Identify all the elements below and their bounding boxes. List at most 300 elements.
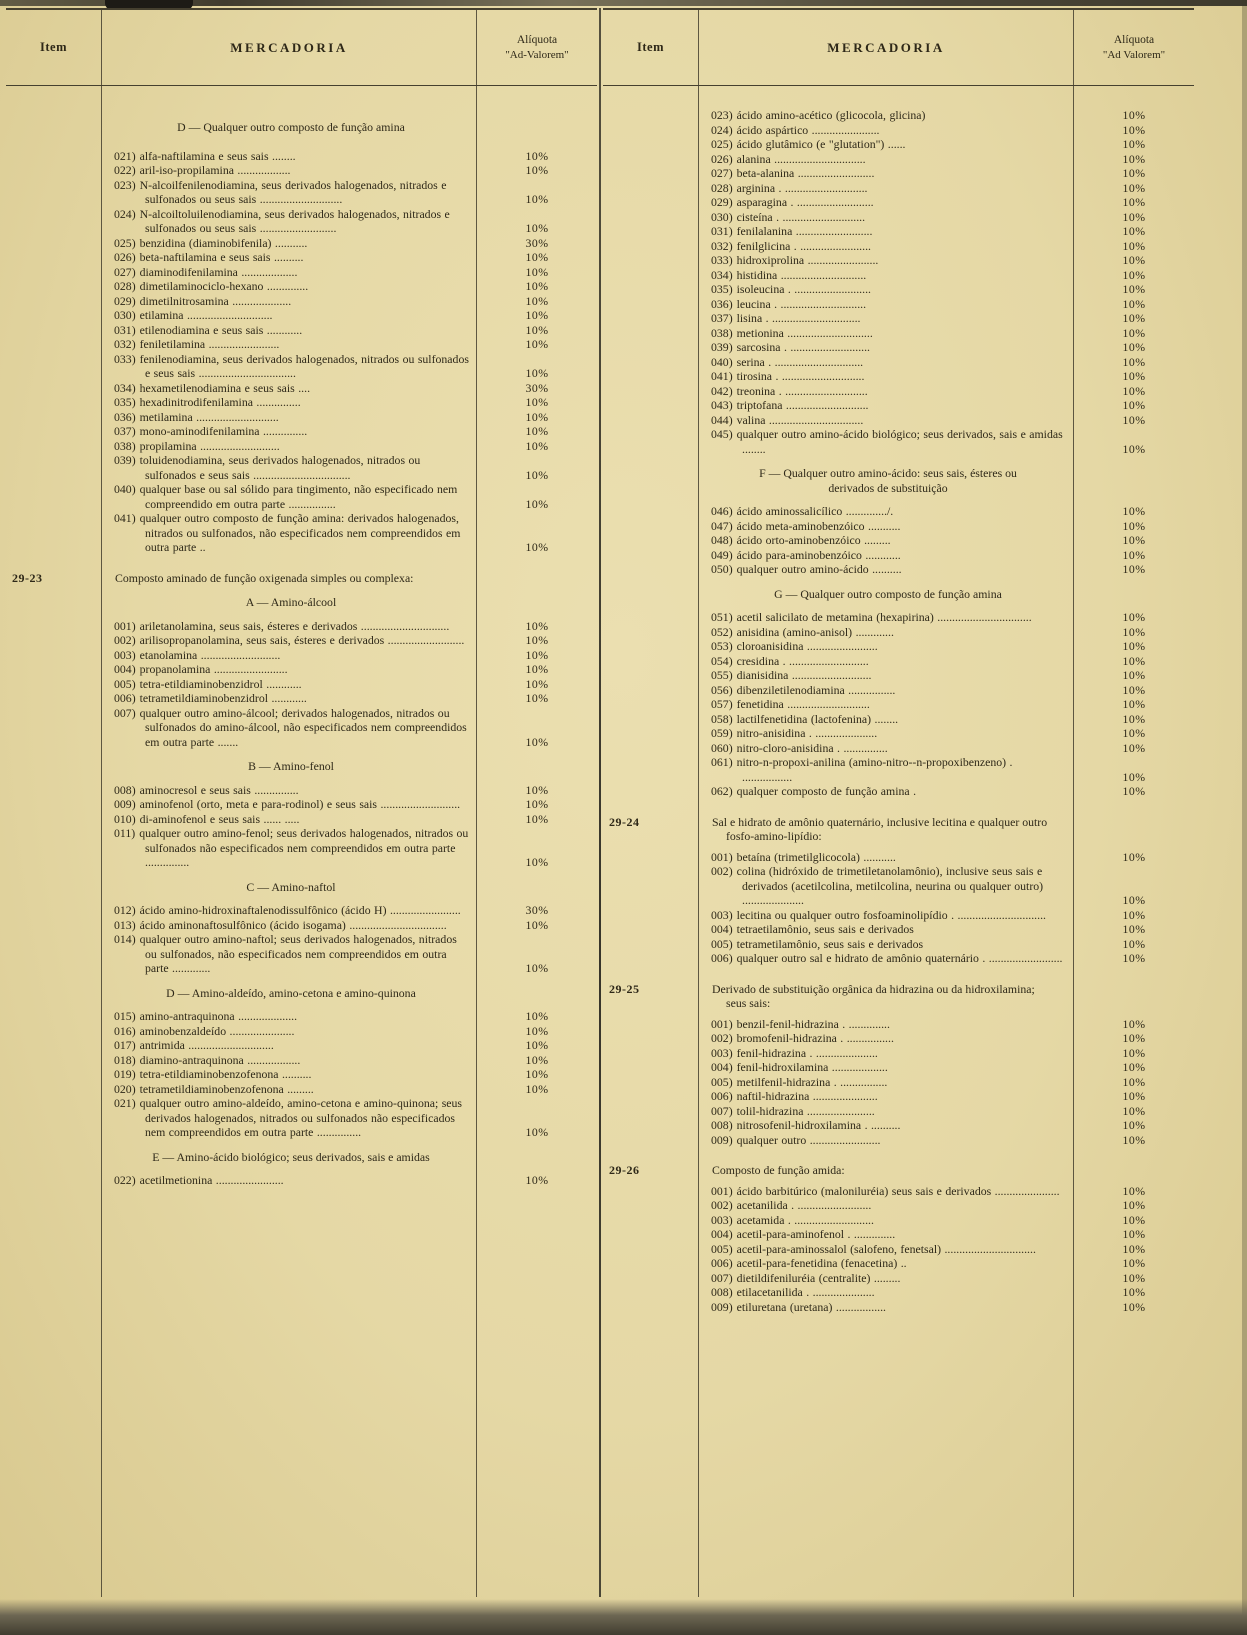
table-row-entry <box>6 677 597 692</box>
table-row-entry <box>6 236 597 251</box>
entry-text: aril-iso-propilamina .................. <box>139 163 291 177</box>
entry-number: 056) <box>711 682 733 697</box>
table-row-entry <box>6 812 597 827</box>
column-header-mercadoria: MERCADORIA <box>230 39 348 55</box>
entry-text: hidroxiprolina ........................ <box>736 253 879 267</box>
column-header-aliquota <box>1074 33 1194 63</box>
mercadoria-cell <box>698 1104 1074 1119</box>
entry-number: 035) <box>114 395 136 409</box>
entry-text: diamino-antraquinona .................. <box>139 1052 301 1067</box>
item-cell <box>6 571 101 586</box>
entry-number: 040) <box>711 354 733 369</box>
table-row-entry <box>603 340 1194 355</box>
mercadoria-cell <box>698 668 1074 683</box>
mercadoria-cell <box>101 633 477 648</box>
rate-value: 10% <box>1122 668 1146 682</box>
entry-number: 002) <box>711 864 733 878</box>
table-row-entry <box>603 355 1194 370</box>
mercadoria-cell <box>101 677 477 692</box>
table-row-entry <box>603 297 1194 312</box>
entry-number: 005) <box>711 936 733 951</box>
table-row-entry <box>603 1242 1194 1257</box>
entry-text: lactilfenetidina (lactofenina) ........ <box>736 711 899 726</box>
entry-number: 025) <box>711 137 733 151</box>
rate-value: 10% <box>1122 1103 1146 1118</box>
rate-value: 10% <box>1122 122 1146 137</box>
entry-text: treonina . ............................ <box>736 383 868 398</box>
entry-number: 031) <box>114 322 136 337</box>
table-row-entry <box>6 395 597 410</box>
table-row-entry <box>603 311 1194 326</box>
entry-number: 001) <box>711 1183 733 1198</box>
rate-value: 10% <box>1122 504 1146 518</box>
table-row-entry <box>603 224 1194 239</box>
entry-text: tolil-hidrazina ....................... <box>736 1103 875 1118</box>
table-rows-left <box>6 86 597 1188</box>
table-header-left <box>6 10 597 86</box>
entry-text: tetraetilamônio, seus sais e derivados <box>736 922 914 936</box>
rate-value: 10% <box>1122 151 1146 166</box>
rate-value: 10% <box>1122 697 1146 711</box>
entry-number: 003) <box>711 1212 733 1227</box>
rate-value: 10% <box>525 308 549 322</box>
table-row-entry <box>6 918 597 933</box>
rate-value: 10% <box>525 148 549 163</box>
mercadoria-cell <box>698 726 1074 741</box>
rate-value: 10% <box>525 163 549 177</box>
rate-value: 10% <box>1122 726 1146 740</box>
table-row-entry <box>603 864 1194 908</box>
entry-number: 045) <box>711 427 733 441</box>
subsection-heading: E — Amino-ácido biológico; seus derivados, sais e amidas <box>152 1149 430 1164</box>
entry-text: mono-aminodifenilamina ............... <box>139 424 308 438</box>
entry-text: histidina ............................. <box>736 267 867 282</box>
table-row-entry <box>603 1017 1194 1032</box>
entry-number: 014) <box>114 932 136 946</box>
table-row-entry <box>603 1285 1194 1300</box>
table-row-entry <box>6 453 597 482</box>
mercadoria-cell <box>698 326 1074 341</box>
table-row-entry <box>603 108 1194 123</box>
table-row-entry <box>6 1024 597 1039</box>
rate-value: 10% <box>525 782 549 797</box>
rate-value: 10% <box>1122 1016 1146 1031</box>
mercadoria-cell <box>101 1024 477 1039</box>
entry-text: metilfenil-hidrazina . ................ <box>736 1074 888 1089</box>
entry-number: 001) <box>711 1016 733 1031</box>
rate-value: 10% <box>1122 398 1146 412</box>
rate-value: 10% <box>525 264 549 279</box>
table-row-entry <box>603 1300 1194 1315</box>
entry-number: 006) <box>711 1089 733 1103</box>
entry-text: qualquer outro sal e hidrato de amônio quaternário . ......................... <box>736 951 1063 965</box>
rate-value: 10% <box>1122 369 1146 383</box>
rate-value: 10% <box>1122 354 1146 369</box>
entry-text: feniletilamina ........................ <box>139 337 280 351</box>
mercadoria-cell <box>698 741 1074 756</box>
table-row-entry <box>6 294 597 309</box>
mercadoria-cell <box>101 662 477 677</box>
entry-number: 003) <box>711 907 733 922</box>
scan-edge-right <box>1242 0 1247 1635</box>
entry-number: 043) <box>711 398 733 412</box>
entry-number: 040) <box>114 482 136 496</box>
item-code: 29-24 <box>609 814 640 829</box>
rate-value: 10% <box>525 1009 549 1023</box>
mercadoria-cell <box>101 880 477 895</box>
mercadoria-cell <box>101 279 477 294</box>
entry-text: etilenodiamina e seus sais ............ <box>139 322 303 337</box>
mercadoria-cell <box>698 1060 1074 1075</box>
entry-text: di-aminofenol e seus sais ...... ..... <box>139 811 300 826</box>
table-row-entry <box>6 1067 597 1082</box>
entry-number: 054) <box>711 653 733 668</box>
mercadoria-cell <box>698 1227 1074 1242</box>
mercadoria-cell <box>698 384 1074 399</box>
rate-value: 10% <box>525 917 549 932</box>
entry-number: 018) <box>114 1052 136 1067</box>
entry-number: 033) <box>114 351 136 366</box>
table-row-entry <box>603 519 1194 534</box>
rate-value: 10% <box>525 633 549 647</box>
mercadoria-cell <box>698 268 1074 283</box>
mercadoria-cell <box>698 137 1074 152</box>
mercadoria-cell <box>101 932 477 976</box>
mercadoria-cell <box>698 1017 1074 1032</box>
mercadoria-cell <box>698 815 1074 844</box>
entry-number: 021) <box>114 148 136 163</box>
entry-number: 028) <box>114 279 136 293</box>
rate-value: 10% <box>1122 1183 1146 1198</box>
item-code: 29-25 <box>609 981 640 996</box>
mercadoria-cell <box>698 982 1074 1011</box>
rate-value: 10% <box>1122 224 1146 238</box>
table-row-entry <box>603 1271 1194 1286</box>
table-half-right <box>603 8 1194 1597</box>
table-row-entry <box>603 1133 1194 1148</box>
subsection-heading: D — Amino-aldeído, amino-cetona e amino-quinona <box>166 985 416 1000</box>
mercadoria-cell <box>698 1118 1074 1133</box>
entry-text: fenil-hidrazina . ..................... <box>736 1045 878 1060</box>
rate-value: 10% <box>1122 166 1146 180</box>
mercadoria-cell <box>101 1082 477 1097</box>
table-row-entry <box>6 163 597 178</box>
mercadoria-cell <box>101 986 477 1001</box>
entry-number: 022) <box>114 163 136 177</box>
scan-edge-bottom <box>0 1599 1247 1635</box>
entry-text: alanina ............................... <box>736 151 866 166</box>
entry-text: fenetidina ............................ <box>736 697 870 711</box>
mercadoria-cell <box>698 755 1074 784</box>
mercadoria-cell <box>698 697 1074 712</box>
entry-number: 008) <box>114 782 136 797</box>
table-row-entry <box>603 1256 1194 1271</box>
entry-text: qualquer outro ........................ <box>736 1132 881 1147</box>
rate-value: 10% <box>525 395 549 409</box>
table-half-left <box>6 8 597 1597</box>
table-row-entry <box>6 308 597 323</box>
mercadoria-cell <box>698 1256 1074 1271</box>
mercadoria-cell <box>698 922 1074 937</box>
table-row-entry <box>6 706 597 750</box>
entry-number: 032) <box>114 337 136 351</box>
item-code: 29-26 <box>609 1163 640 1177</box>
entry-number: 007) <box>711 1270 733 1285</box>
entry-number: 049) <box>711 547 733 562</box>
entry-number: 062) <box>711 784 733 798</box>
rate-value: 10% <box>525 961 549 975</box>
entry-text: benzidina (diaminobifenila) ........... <box>139 235 308 250</box>
mercadoria-cell <box>698 297 1074 312</box>
entry-number: 042) <box>711 383 733 398</box>
entry-number: 053) <box>711 639 733 653</box>
entry-text: toluidenodiamina, seus derivados halogenados, nitrados ou sulfonados e seus sais ................................. <box>139 453 421 482</box>
table-row-entry <box>603 784 1194 799</box>
entry-number: 046) <box>711 504 733 518</box>
mercadoria-cell <box>101 648 477 663</box>
rate-value: 10% <box>525 438 549 453</box>
rate-value: 10% <box>1122 533 1146 547</box>
mercadoria-cell <box>698 951 1074 966</box>
mercadoria-cell <box>101 178 477 207</box>
table-row-entry <box>603 908 1194 923</box>
entry-text: etiluretana (uretana) ................. <box>736 1299 887 1314</box>
mercadoria-cell <box>101 236 477 251</box>
entry-number: 003) <box>711 1045 733 1060</box>
entry-number: 002) <box>114 633 136 647</box>
entry-text: beta-alanina .......................... <box>736 166 875 180</box>
entry-number: 024) <box>711 122 733 137</box>
entry-text: tetrametildiaminobenzofenona ......... <box>139 1081 314 1096</box>
rate-value: 10% <box>1122 412 1146 427</box>
rate-value: 10% <box>525 855 549 869</box>
entry-number: 021) <box>114 1096 136 1110</box>
entry-text: N-alcoilfenilenodiamina, seus derivados halogenados, nitrados e sulfonados ou seus sais ............................ <box>139 177 447 206</box>
entry-number: 060) <box>711 740 733 755</box>
entry-text: hexadinitrodifenilamina ............... <box>139 395 301 409</box>
table-row-entry <box>603 195 1194 210</box>
table-row-entry <box>603 137 1194 152</box>
entry-text: tetrametilamônio, seus sais e derivados <box>736 936 924 951</box>
rate-value: 10% <box>1122 325 1146 340</box>
entry-number: 034) <box>114 380 136 395</box>
rate-value: 10% <box>1122 547 1146 562</box>
entry-text: qualquer base ou sal sólido para tingimento, não especificado nem compreendido em outra parte ................ <box>139 482 458 511</box>
mercadoria-cell <box>101 120 477 135</box>
entry-text: ariletanolamina, seus sais, ésteres e derivados .............................. <box>139 618 450 633</box>
group-description: Composto de função amida: <box>712 1163 845 1177</box>
entry-number: 024) <box>114 206 136 221</box>
mercadoria-cell <box>101 381 477 396</box>
rate-value: 30% <box>525 903 549 917</box>
mercadoria-cell <box>698 784 1074 799</box>
entry-text: dimetilaminociclo-hexano .............. <box>139 279 309 293</box>
table-row-entry <box>603 1046 1194 1061</box>
mercadoria-cell <box>101 395 477 410</box>
table-row-entry <box>603 1089 1194 1104</box>
entry-number: 044) <box>711 412 733 427</box>
rate-value: 10% <box>1122 137 1146 151</box>
mercadoria-cell <box>101 207 477 236</box>
mercadoria-cell <box>698 340 1074 355</box>
entry-text: ácido meta-aminobenzóico ........... <box>736 518 901 533</box>
entry-text: valina ................................ <box>736 412 864 427</box>
entry-number: 003) <box>114 647 136 662</box>
section-heading-row <box>6 120 597 135</box>
entry-text: ácido glutâmico (e "glutation") ...... <box>736 137 906 151</box>
mercadoria-cell <box>101 352 477 381</box>
table-header-right <box>603 10 1194 86</box>
mercadoria-cell <box>698 1031 1074 1046</box>
rate-value: 10% <box>1122 1198 1146 1212</box>
entry-number: 038) <box>711 325 733 340</box>
column-header-item: Item <box>637 40 664 54</box>
entry-number: 039) <box>114 453 136 467</box>
entry-text: metilamina ............................ <box>139 409 279 424</box>
table-row-entry <box>603 850 1194 865</box>
table-row-entry <box>603 639 1194 654</box>
entry-number: 059) <box>711 726 733 740</box>
mercadoria-cell <box>698 519 1074 534</box>
group-description: Derivado de substituição orgânica da hidrazina ou da hidroxilamina; seus sais: <box>712 981 1035 1010</box>
mercadoria-cell <box>698 152 1074 167</box>
entry-text: nitrosofenil-hidroxilamina . .......... <box>736 1118 901 1132</box>
mercadoria-cell <box>101 1067 477 1082</box>
entry-number: 026) <box>711 151 733 166</box>
table-row-entry <box>603 282 1194 297</box>
rate-value: 10% <box>1122 907 1146 922</box>
table-row-entry <box>603 712 1194 727</box>
table-row-entry <box>6 633 597 648</box>
entry-number: 026) <box>114 250 136 264</box>
rate-value: 10% <box>1122 610 1146 624</box>
mercadoria-cell <box>698 639 1074 654</box>
mercadoria-cell <box>101 424 477 439</box>
entry-number: 011) <box>114 826 136 840</box>
rate-value: 10% <box>1122 195 1146 209</box>
entry-text: qualquer outro amino-ácido .......... <box>736 562 902 576</box>
entry-number: 006) <box>114 691 136 705</box>
entry-text: nitro-anisidina . ..................... <box>736 726 878 740</box>
rate-value: 10% <box>1122 1031 1146 1045</box>
item-group-row <box>603 982 1194 1011</box>
table-row-entry <box>603 253 1194 268</box>
mercadoria-cell <box>698 683 1074 698</box>
table-row-entry <box>603 427 1194 456</box>
table-row-entry <box>603 533 1194 548</box>
table-row-entry <box>603 922 1194 937</box>
rate-value: 10% <box>1122 1285 1146 1299</box>
table-row-entry <box>603 1213 1194 1228</box>
table-rows-right <box>603 86 1194 1314</box>
table-area <box>6 8 1194 1597</box>
mercadoria-cell <box>698 625 1074 640</box>
table-row-entry <box>6 648 597 663</box>
rate-value: 10% <box>525 366 549 380</box>
mercadoria-cell <box>101 619 477 634</box>
entry-text: bromofenil-hidrazina . ................ <box>736 1031 894 1045</box>
rate-value: 10% <box>525 221 549 235</box>
mercadoria-cell <box>101 918 477 933</box>
rate-value: 10% <box>1122 108 1146 122</box>
table-row-entry <box>6 1173 597 1188</box>
subsection-heading-row <box>6 1150 597 1165</box>
mercadoria-cell <box>698 369 1074 384</box>
table-row-entry <box>603 384 1194 399</box>
entry-text: dibenziletilenodiamina ................ <box>736 682 896 697</box>
entry-text: dianisidina ........................... <box>736 668 872 682</box>
entry-number: 016) <box>114 1023 136 1038</box>
entry-text: nitro-cloro-anisidina . ............... <box>736 740 888 755</box>
mercadoria-cell <box>101 265 477 280</box>
entry-text: acetil salicilato de metamina (hexapirina) ................................ <box>736 610 1032 624</box>
table-row-entry <box>603 610 1194 625</box>
entry-text: asparagina . .......................... <box>736 195 874 209</box>
table-row-entry <box>6 619 597 634</box>
table-row-entry <box>603 726 1194 741</box>
mercadoria-cell <box>101 1038 477 1053</box>
rate-value: 10% <box>1122 1074 1146 1089</box>
rate-value: 10% <box>525 279 549 293</box>
entry-text: acetil-para-fenetidina (fenacetina) .. <box>736 1256 907 1270</box>
entry-text: ácido aspártico ....................... <box>736 122 880 137</box>
table-row-entry <box>603 504 1194 519</box>
mercadoria-cell <box>101 759 477 774</box>
rate-value: 10% <box>525 1125 549 1139</box>
entry-number: 061) <box>711 755 733 769</box>
table-row-entry <box>6 337 597 352</box>
entry-text: amino-antraquinona .................... <box>139 1009 298 1023</box>
table-row-entry <box>603 683 1194 698</box>
item-cell <box>603 1163 698 1178</box>
table-row-entry <box>6 1038 597 1053</box>
rate-value: 10% <box>525 691 549 705</box>
center-rule <box>599 8 601 1597</box>
entry-text: etanolamina ........................... <box>139 647 281 662</box>
entry-text: arginina . ............................ <box>736 180 868 195</box>
rate-value: 10% <box>1122 769 1146 784</box>
rate-value: 10% <box>525 734 549 749</box>
item-cell <box>603 815 698 830</box>
mercadoria-cell <box>698 1242 1074 1257</box>
entry-text: cloroanisidina ........................ <box>736 639 878 653</box>
rate-value: 10% <box>1122 951 1146 965</box>
rate-value: 10% <box>1122 711 1146 726</box>
entry-text: metionina ............................. <box>736 325 873 340</box>
entry-number: 005) <box>711 1241 733 1256</box>
rate-value: 10% <box>525 496 549 511</box>
entry-number: 009) <box>711 1299 733 1314</box>
entry-number: 005) <box>114 676 136 691</box>
entry-text: fenilglicina . ........................ <box>736 238 871 253</box>
mercadoria-cell <box>698 1163 1074 1178</box>
table-row-entry <box>6 1053 597 1068</box>
entry-text: qualquer outro amino-fenol; seus derivados halogenados, nitrados ou sulfonados não especificados nem compreendidos em outra parte ............... <box>139 826 469 869</box>
subsection-heading-row <box>6 880 597 895</box>
rate-value: 10% <box>525 424 549 438</box>
rate-value: 10% <box>1122 1132 1146 1147</box>
entry-number: 010) <box>114 811 136 826</box>
table-row-entry <box>6 410 597 425</box>
entry-text: qualquer outro amino-ácido biológico; seus derivados, sais e amidas ........ <box>736 427 1063 456</box>
rate-value: 10% <box>525 1038 549 1052</box>
mercadoria-cell <box>101 826 477 870</box>
entry-number: 004) <box>711 1227 733 1241</box>
table-row-entry <box>6 903 597 918</box>
mercadoria-cell <box>698 937 1074 952</box>
mercadoria-cell <box>698 562 1074 577</box>
mercadoria-cell <box>101 1053 477 1068</box>
